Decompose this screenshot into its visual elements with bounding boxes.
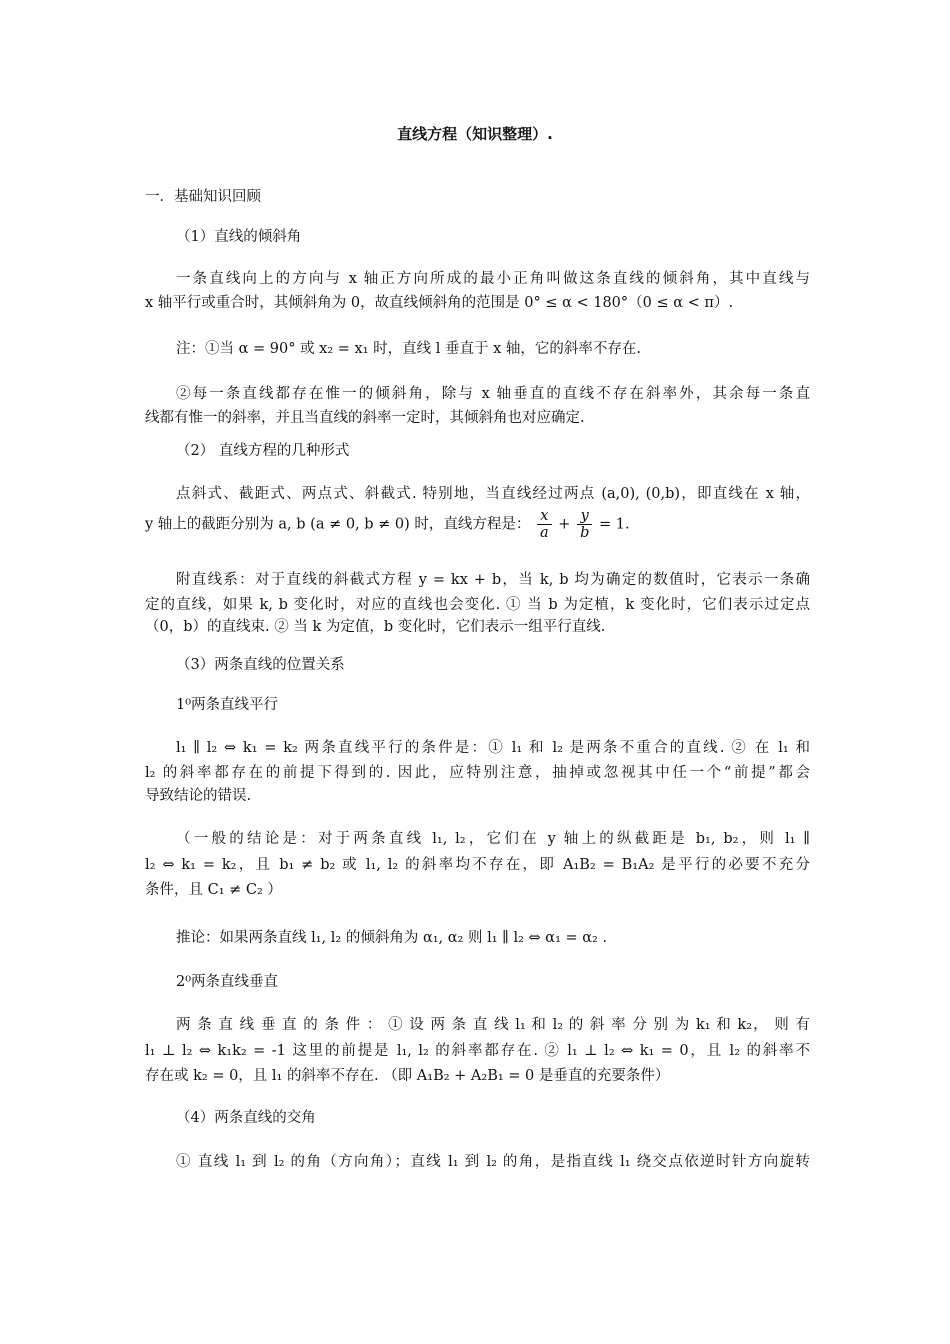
formula-text: = 1. xyxy=(598,516,630,533)
paragraph-line: 点斜式、截距式、两点式、斜截式. 特别地，当直线经过两点 (a,0), (0,b)，即直线在 x 轴， xyxy=(176,486,810,502)
fraction-y-over-b xyxy=(577,508,592,541)
paragraph-line: 条件，且 C₁ ≠ C₂ ） xyxy=(145,882,282,898)
subsection-heading: （2） 直线方程的几种形式 xyxy=(176,443,350,459)
plus-sign: + xyxy=(558,516,571,533)
paragraph-line: 一条直线向上的方向与 x 轴正方向所成的最小正角叫做这条直线的倾斜角，其中直线与 xyxy=(176,271,810,287)
paragraph-line-with-fraction xyxy=(145,508,810,541)
note-line: ②每一条直线都存在惟一的倾斜角，除与 x 轴垂直的直线不存在斜率外，其余每一条直 xyxy=(176,386,810,402)
paragraph-line: 推论：如果两条直线 l₁, l₂ 的倾斜角为 α₁, α₂ 则 l₁ ∥ l₂ ⇔ α₁ = α₂ . xyxy=(176,930,608,946)
fraction-numerator: y xyxy=(577,508,592,525)
fraction-x-over-a xyxy=(537,508,552,541)
page-title: 直线方程（知识整理）. xyxy=(397,125,553,143)
formula-text: y 轴上的截距分别为 a, b (a ≠ 0, b ≠ 0) 时，直线方程是： xyxy=(145,516,531,533)
subsection-heading: 2⁰两条直线垂直 xyxy=(176,974,279,990)
paragraph-line: ① 直线 l₁ 到 l₂ 的角（方向角）；直线 l₁ 到 l₂ 的角，是指直线 l₁ 绕交点依逆时针方向旋转 xyxy=(176,1154,810,1170)
paragraph-line: l₂ ⇔ k₁ = k₂，且 b₁ ≠ b₂ 或 l₁, l₂ 的斜率均不存在，即 A₁B₂ = B₁A₂ 是平行的必要不充分 xyxy=(145,857,810,873)
paragraph-line: 存在或 k₂ = 0，且 l₁ 的斜率不存在. （即 A₁B₂ + A₂B₁ = 0 是垂直的充要条件） xyxy=(145,1068,670,1084)
subsection-heading: 1⁰两条直线平行 xyxy=(176,697,279,713)
note-line: 注：①当 α = 90° 或 x₂ = x₁ 时，直线 l 垂直于 x 轴，它的斜率不存在. xyxy=(176,341,642,357)
paragraph-line: 定的直线，如果 k, b 变化时，对应的直线也会变化. ① 当 b 为定植，k 变化时，它们表示过定点 xyxy=(145,597,810,613)
paragraph-line: 附直线系：对于直线的斜截式方程 y = kx + b，当 k, b 均为确定的数值时，它表示一条确 xyxy=(176,572,810,588)
fraction-denominator: b xyxy=(580,525,590,541)
subsection-heading: （1）直线的倾斜角 xyxy=(176,229,302,245)
fraction-numerator: x xyxy=(537,508,552,525)
paragraph-line: l₁ ∥ l₂ ⇔ k₁ = k₂ 两条直线平行的条件是：① l₁ 和 l₂ 是两条不重合的直线. ② 在 l₁ 和 xyxy=(176,740,810,756)
paragraph-line: l₁ ⊥ l₂ ⇔ k₁k₂ = -1 这里的前提是 l₁, l₂ 的斜率都存在. ② l₁ ⊥ l₂ ⇔ k₁ = 0，且 l₂ 的斜率不 xyxy=(145,1043,810,1059)
paragraph-line: （一般的结论是：对于两条直线 l₁, l₂，它们在 y 轴上的纵截距是 b₁, b₂，则 l₁ ∥ xyxy=(176,831,810,847)
subsection-heading: （3）两条直线的位置关系 xyxy=(176,657,345,673)
paragraph-line: x 轴平行或重合时，其倾斜角为 0，故直线倾斜角的范围是 0° ≤ α < 180°（0 ≤ α < π）. xyxy=(145,295,734,311)
paragraph-line: 两 条 直 线 垂 直 的 条 件 ： ① 设 两 条 直 线 l₁ 和 l₂ 的 斜 率 分 别 为 k₁ 和 k₂， 则 有 xyxy=(176,1017,810,1033)
fraction-denominator: a xyxy=(540,525,549,541)
section-heading: 一．基础知识回顾 xyxy=(145,189,261,205)
subsection-heading: （4）两条直线的交角 xyxy=(176,1110,316,1126)
paragraph-line: 导致结论的错误. xyxy=(145,788,252,804)
note-line: 线都有惟一的斜率，并且当直线的斜率一定时，其倾斜角也对应确定. xyxy=(145,410,585,426)
paragraph-line: l₂ 的斜率都存在的前提下得到的. 因此，应特别注意，抽掉或忽视其中任一个“前提”都会 xyxy=(145,765,810,781)
paragraph-line: （0，b）的直线束. ② 当 k 为定值，b 变化时，它们表示一组平行直线. xyxy=(145,619,606,635)
